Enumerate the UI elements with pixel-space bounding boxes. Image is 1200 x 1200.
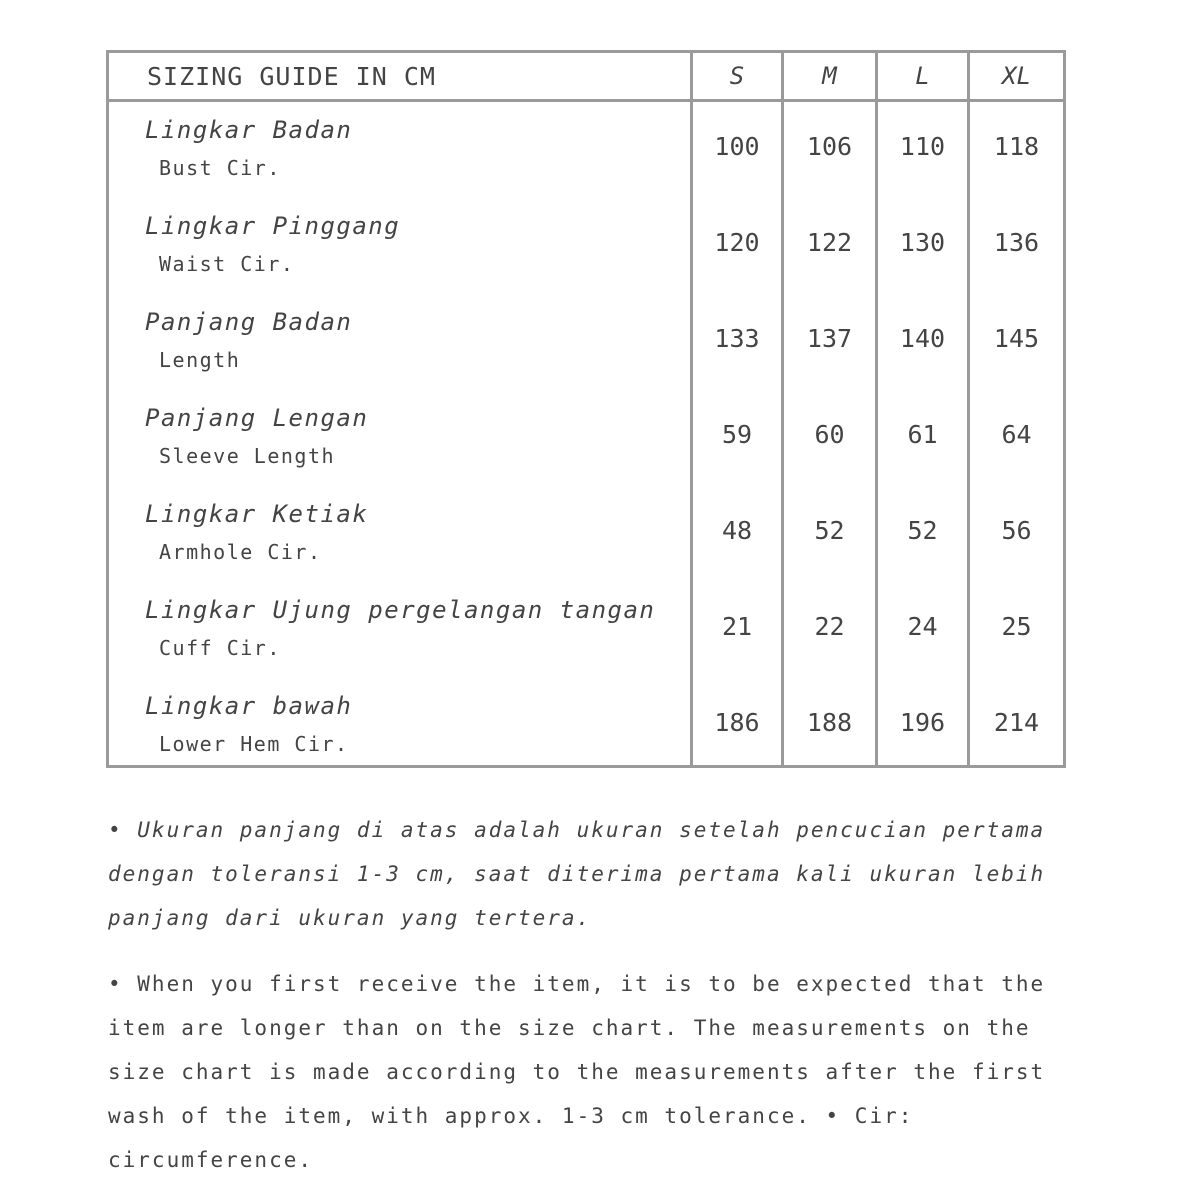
size-header-s: S — [729, 62, 745, 90]
size-cell: 214 — [993, 708, 1040, 737]
table-row-waist — [109, 204, 1063, 300]
note-indonesian: • Ukuran panjang di atas adalah ukuran setelah pencucian pertama dengan toleransi 1-3 cm, saat diterima pertama kali ukuran lebih panjang dari ukuran yang tertera. — [108, 818, 1046, 930]
table-row-bust — [109, 108, 1063, 204]
size-cell: 64 — [1001, 420, 1032, 449]
size-cell: 48 — [721, 516, 753, 545]
row-sublabel: Waist Cir. — [159, 252, 295, 276]
size-cell: 52 — [907, 516, 938, 545]
row-sublabel: Lower Hem Cir. — [159, 732, 349, 756]
size-cell: 145 — [993, 324, 1040, 353]
size-cell: 188 — [806, 708, 853, 737]
row-label: Panjang Badan — [145, 308, 353, 336]
row-sublabel: Length — [159, 348, 241, 372]
size-cell: 140 — [899, 324, 946, 353]
size-cell: 130 — [899, 228, 946, 257]
row-label: Lingkar Pinggang — [145, 212, 401, 240]
size-cell: 186 — [714, 708, 760, 737]
row-sublabel: Armhole Cir. — [159, 540, 322, 564]
size-cell: 21 — [721, 612, 753, 641]
size-cell: 133 — [714, 324, 760, 353]
table-row-length — [109, 300, 1063, 396]
size-cell: 100 — [714, 132, 760, 161]
row-label: Lingkar Ujung pergelangan tangan — [145, 596, 656, 624]
row-sublabel: Bust Cir. — [159, 156, 281, 180]
size-cell: 61 — [907, 420, 938, 449]
size-cell: 196 — [899, 708, 946, 737]
row-label: Lingkar Ketiak — [145, 500, 369, 528]
size-cell: 136 — [993, 228, 1040, 257]
size-header-xl: XL — [1002, 62, 1031, 90]
size-cell: 106 — [806, 132, 853, 161]
size-cell: 60 — [814, 420, 845, 449]
row-label: Panjang Lengan — [145, 404, 369, 432]
sizing-table — [106, 50, 1066, 768]
size-cell: 22 — [814, 612, 845, 641]
row-label: Lingkar Badan — [145, 116, 353, 144]
row-sublabel: Sleeve Length — [159, 444, 336, 468]
size-header-l: L — [915, 62, 930, 90]
size-cell: 122 — [806, 228, 853, 257]
size-cell: 59 — [721, 420, 753, 449]
size-cell: 118 — [993, 132, 1040, 161]
table-row-sleeve — [109, 396, 1063, 492]
note-english: • When you first receive the item, it is to be expected that the item are longer than on the size chart. The measurements on the size chart is made according to the measurements after the first wash of the item, with approx. 1-3 cm tolerance. • Cir: circumference. — [108, 972, 1046, 1172]
row-label: Lingkar bawah — [145, 692, 353, 720]
row-sublabel: Cuff Cir. — [159, 636, 281, 660]
header-divider — [109, 99, 1063, 102]
table-row-armhole — [109, 492, 1063, 588]
table-row-cuff — [109, 588, 1063, 684]
size-cell: 56 — [1001, 516, 1032, 545]
table-title: SIZING GUIDE IN CM — [147, 62, 436, 91]
size-cell: 52 — [814, 516, 845, 545]
size-cell: 110 — [899, 132, 946, 161]
size-cell: 137 — [806, 324, 853, 353]
size-cell: 120 — [714, 228, 760, 257]
table-row-hem — [109, 684, 1063, 780]
size-header-m: M — [822, 62, 837, 90]
size-cell: 24 — [907, 612, 938, 641]
size-cell: 25 — [1001, 612, 1032, 641]
